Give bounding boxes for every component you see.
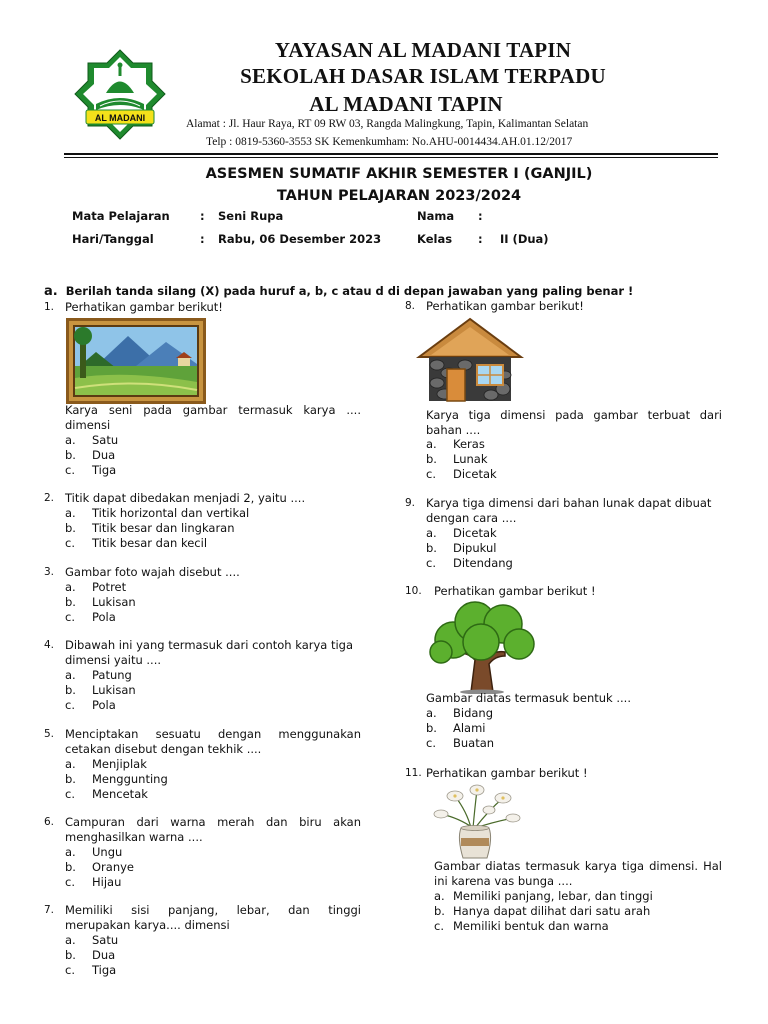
name-colon: : xyxy=(478,209,483,223)
option-b[interactable]: b. Alami xyxy=(426,721,486,735)
option-c[interactable]: c. Tiga xyxy=(65,963,117,977)
header-divider-thin xyxy=(64,157,718,158)
option-b[interactable]: b. Dua xyxy=(65,448,116,462)
question-text: Dibawah ini yang termasuk dari contoh karya tiga xyxy=(65,638,354,652)
question-6 xyxy=(44,815,362,895)
instruction xyxy=(44,284,633,299)
question-intro: Perhatikan gambar berikut ! xyxy=(426,766,588,780)
option-b[interactable]: b. Lukisan xyxy=(65,595,136,609)
option-a[interactable]: a. Satu xyxy=(65,933,119,947)
question-number: 7. xyxy=(44,904,55,916)
question-2 xyxy=(44,491,362,555)
foundation-name: YAYASAN AL MADANI TAPIN xyxy=(274,38,572,62)
question-11 xyxy=(405,766,735,938)
option-c[interactable]: c. Pola xyxy=(65,610,116,624)
flower-vase-image xyxy=(427,782,523,862)
question-text-cont: dengan cara .... xyxy=(426,511,517,525)
exam-title: ASESMEN SUMATIF AKHIR SEMESTER I (GANJIL) xyxy=(205,166,593,182)
question-text-cont: dimensi xyxy=(65,418,111,432)
option-a[interactable]: a. Dicetak xyxy=(426,526,497,540)
tree-image xyxy=(425,600,537,694)
date-label: Hari/Tanggal xyxy=(72,232,154,246)
option-c[interactable]: c. Buatan xyxy=(426,736,495,750)
question-number: 4. xyxy=(44,639,55,651)
header-divider xyxy=(64,153,718,155)
option-c[interactable]: c. Tiga xyxy=(65,463,117,477)
question-number: 1. xyxy=(44,301,55,313)
subject-colon: : xyxy=(200,209,205,223)
school-phone: Telp : 0819-5360-3553 SK Kemenkumham: No.AHU-0014434.AH.01.12/2017 xyxy=(206,136,573,148)
question-10 xyxy=(405,584,723,754)
question-number: 3. xyxy=(44,566,55,578)
question-7 xyxy=(44,903,362,983)
instruction-text: Berilah tanda silang (X) pada huruf a, b, c atau d di depan jawaban yang paling benar ! xyxy=(65,284,634,298)
option-a[interactable]: a. Potret xyxy=(65,580,127,594)
question-number: 11. xyxy=(405,767,422,779)
question-number: 8. xyxy=(405,300,416,312)
option-c[interactable]: c. Mencetak xyxy=(65,787,148,801)
subject-label: Mata Pelajaran xyxy=(72,209,170,223)
question-text: Karya tiga dimensi pada gambar terbuat dari xyxy=(426,408,722,422)
option-a[interactable]: a. Keras xyxy=(426,437,485,451)
question-text: Campuran dari warna merah dan biru akan xyxy=(65,815,361,829)
option-a[interactable]: a. Memiliki panjang, lebar, dan tinggi xyxy=(434,889,653,903)
question-number: 6. xyxy=(44,816,55,828)
option-c[interactable]: c. Titik besar dan kecil xyxy=(65,536,208,550)
question-4 xyxy=(44,638,362,718)
question-intro: Perhatikan gambar berikut! xyxy=(426,299,584,313)
school-name: AL MADANI TAPIN xyxy=(309,92,503,116)
option-b[interactable]: b. Dua xyxy=(65,948,116,962)
option-b[interactable]: b. Dipukul xyxy=(426,541,497,555)
logo-text: AL MADANI xyxy=(94,113,146,123)
option-c[interactable]: c. Memiliki bentuk dan warna xyxy=(434,919,609,933)
academic-year: TAHUN PELAJARAN 2023/2024 xyxy=(276,188,522,204)
option-b[interactable]: b. Oranye xyxy=(65,860,134,874)
option-b[interactable]: b. Titik besar dan lingkaran xyxy=(65,521,235,535)
school-type: SEKOLAH DASAR ISLAM TERPADU xyxy=(240,64,606,88)
question-number: 10. xyxy=(405,585,422,597)
option-a[interactable]: a. Bidang xyxy=(426,706,494,720)
question-3 xyxy=(44,565,362,629)
name-label: Nama xyxy=(417,209,455,223)
question-text-cont: menghasilkan warna .... xyxy=(65,830,203,844)
question-number: 5. xyxy=(44,728,55,740)
question-text: Karya tiga dimensi dari bahan lunak dapat dibuat xyxy=(426,496,712,510)
question-8 xyxy=(405,299,723,485)
class-value: II (Dua) xyxy=(500,232,549,246)
option-b[interactable]: b. Menggunting xyxy=(65,772,168,786)
question-number: 2. xyxy=(44,492,55,504)
landscape-painting-image xyxy=(66,318,206,404)
class-label: Kelas xyxy=(417,232,453,246)
question-9 xyxy=(405,496,723,576)
option-c[interactable]: c. Ditendang xyxy=(426,556,513,570)
date-colon: : xyxy=(200,232,205,246)
option-b[interactable]: b. Lukisan xyxy=(65,683,136,697)
question-text: Menciptakan sesuatu dengan menggunakan xyxy=(65,727,361,741)
option-a[interactable]: a. Menjiplak xyxy=(65,757,147,771)
house-image xyxy=(415,317,525,403)
question-text: Gambar foto wajah disebut .... xyxy=(65,565,240,579)
question-text-cont: bahan .... xyxy=(426,423,481,437)
option-a[interactable]: a. Titik horizontal dan vertikal xyxy=(65,506,250,520)
question-text-cont: cetakan disebut dengan tekhik .... xyxy=(65,742,262,756)
class-colon: : xyxy=(478,232,483,246)
question-intro: Perhatikan gambar berikut ! xyxy=(434,584,596,598)
question-number: 9. xyxy=(405,497,416,509)
school-address: Alamat : Jl. Haur Raya, RT 09 RW 03, Rangda Malingkung, Tapin, Kalimantan Selatan xyxy=(186,118,589,130)
subject-value: Seni Rupa xyxy=(218,209,284,223)
option-c[interactable]: c. Hijau xyxy=(65,875,122,889)
question-text-cont: dimensi yaitu .... xyxy=(65,653,162,667)
question-text: Gambar diatas termasuk karya tiga dimensi. Hal xyxy=(434,859,722,873)
option-c[interactable]: c. Dicetak xyxy=(426,467,497,481)
date-value: Rabu, 06 Desember 2023 xyxy=(218,232,382,246)
question-text: Titik dapat dibedakan menjadi 2, yaitu .... xyxy=(65,491,306,505)
option-a[interactable]: a. Ungu xyxy=(65,845,123,859)
option-a[interactable]: a. Satu xyxy=(65,433,119,447)
option-a[interactable]: a. Patung xyxy=(65,668,132,682)
option-b[interactable]: b. Lunak xyxy=(426,452,488,466)
question-1 xyxy=(44,300,362,480)
question-5 xyxy=(44,727,362,807)
option-b[interactable]: b. Hanya dapat dilihat dari satu arah xyxy=(434,904,651,918)
option-c[interactable]: c. Pola xyxy=(65,698,116,712)
question-text: Memiliki sisi panjang, lebar, dan tinggi xyxy=(65,903,361,917)
question-text-cont: merupakan karya.... dimensi xyxy=(65,918,230,932)
question-text: Karya seni pada gambar termasuk karya .... xyxy=(65,403,361,417)
question-text-cont: ini karena vas bunga .... xyxy=(434,874,573,888)
question-intro: Perhatikan gambar berikut! xyxy=(65,300,223,314)
question-text: Gambar diatas termasuk bentuk .... xyxy=(426,691,631,705)
section-letter: a. xyxy=(44,284,58,299)
